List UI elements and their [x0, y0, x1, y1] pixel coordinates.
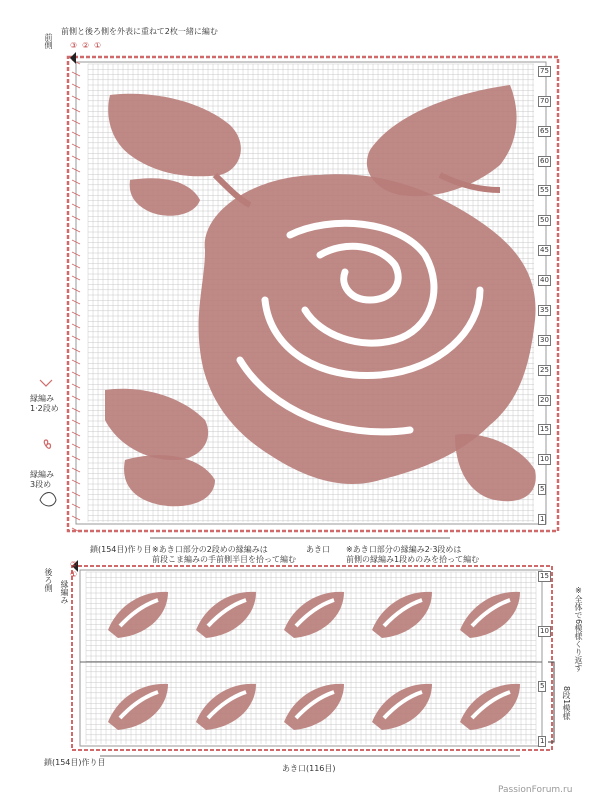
front-edge-rows-label: 縁編み 1·2段め	[30, 394, 59, 413]
front-row-number: 15	[540, 425, 549, 433]
back-pattern-note: 8段1模様	[562, 686, 571, 721]
front-row-mark-3: ③	[70, 41, 78, 50]
back-foundation-label: 鎖(154目)作り目	[44, 758, 106, 767]
back-row-number: 1	[540, 737, 545, 745]
front-instruction: 前側と後ろ側を外表に重ねて2枚一緒に編む	[61, 27, 218, 36]
front-row-number: 70	[540, 97, 549, 105]
back-side-label: 後ろ側	[44, 568, 53, 592]
picot-symbol	[44, 440, 50, 448]
front-row-number: 35	[540, 306, 549, 314]
front-note-left: ※あき口部分の2段めの縁編みは 前段こま編みの手前側半目を拾って編む	[152, 545, 296, 564]
front-row-number: 10	[540, 455, 549, 463]
front-start-arrow	[70, 52, 76, 64]
front-row-mark-2: ②	[82, 41, 90, 50]
front-edge-row3-label: 縁編み 3段め	[30, 470, 54, 489]
front-row-number: 55	[540, 186, 549, 194]
back-row-mark-2: ②	[70, 560, 78, 569]
front-note-right: ※あき口部分の縁編み2·3段めは 前側の縁編み1段めのみを拾って編む	[346, 545, 480, 564]
front-row-number: 1	[540, 515, 545, 523]
front-row-number: 20	[540, 396, 549, 404]
back-row-number: 10	[540, 627, 549, 635]
front-opening-label: あき口	[306, 545, 330, 554]
back-edge-label: 縁編み	[60, 580, 69, 604]
watermark: PassionForum.ru	[498, 785, 573, 795]
front-foundation-label: 鎖(154目)作り目	[90, 545, 152, 554]
edge-stitch-diagram	[40, 493, 56, 507]
back-opening-label: あき口(116目)	[282, 764, 336, 773]
front-row-number: 30	[540, 336, 549, 344]
front-side-label: 前側	[44, 33, 53, 49]
edge-arrow-symbol	[40, 380, 52, 386]
front-row-mark-1: ①	[94, 41, 102, 50]
front-row-number: 65	[540, 127, 549, 135]
front-row-number: 45	[540, 246, 549, 254]
front-row-number: 25	[540, 366, 549, 374]
back-row-number: 15	[540, 572, 549, 580]
front-row-number: 75	[540, 67, 549, 75]
back-row-number: 5	[540, 682, 545, 690]
back-repeat-note: ※全体で6模様くり返す	[574, 586, 583, 673]
front-row-number: 50	[540, 216, 549, 224]
back-row-mark-1: ①	[70, 570, 78, 579]
front-row-number: 5	[540, 485, 545, 493]
front-row-number: 60	[540, 157, 549, 165]
front-row-number: 40	[540, 276, 549, 284]
